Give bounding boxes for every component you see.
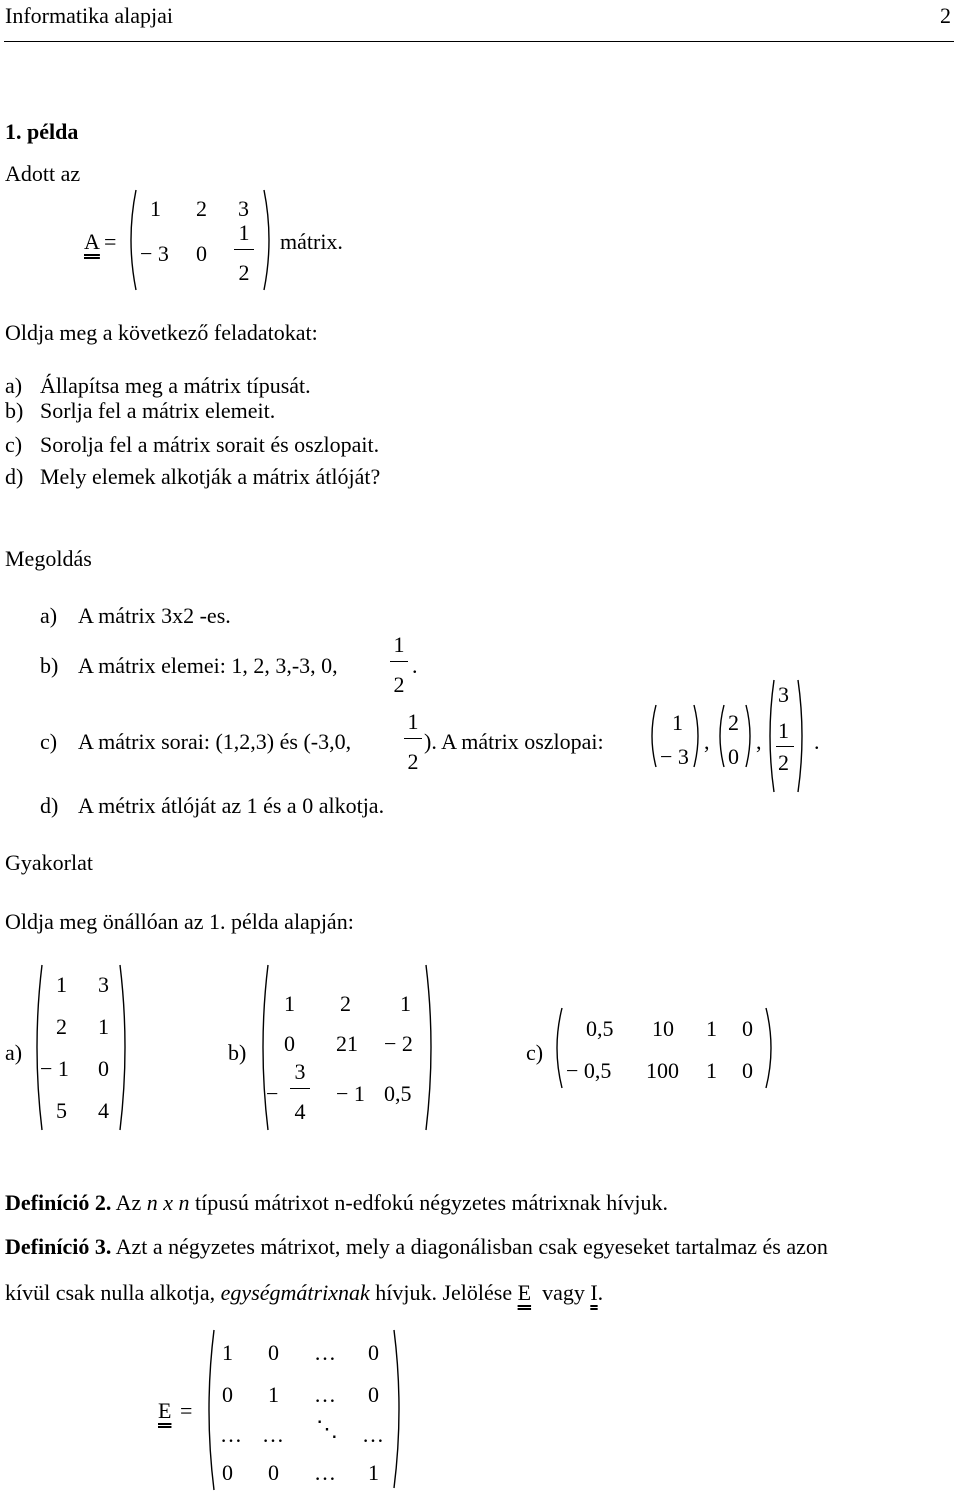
matrix-cell: 2 bbox=[340, 991, 351, 1016]
matrix-cell: − 0,5 bbox=[566, 1058, 612, 1083]
left-paren bbox=[126, 190, 138, 290]
matrix-cell: 1 bbox=[706, 1016, 717, 1041]
solution-a-text: A mátrix 3x2 -es. bbox=[78, 603, 231, 628]
definition-term: egységmátrixnak bbox=[220, 1280, 370, 1305]
matrix-cell: 1 bbox=[284, 991, 295, 1016]
matrix-cell: 1 bbox=[268, 1382, 279, 1407]
task-text: Sorlja fel a mátrix elemeit. bbox=[40, 398, 276, 423]
left-paren bbox=[716, 705, 726, 767]
fraction-num: 1 bbox=[393, 632, 405, 657]
matrix-fraction bbox=[234, 222, 254, 284]
fraction-bar bbox=[290, 1088, 310, 1089]
matrix-cell: 100 bbox=[646, 1058, 679, 1083]
matrix-cell: 0 bbox=[284, 1031, 295, 1056]
solution-a-label: a) bbox=[40, 603, 58, 628]
period: . bbox=[597, 1280, 604, 1305]
fraction-bar bbox=[776, 746, 794, 747]
task-text: Sorolja fel a mátrix sorait és oszlopait. bbox=[40, 432, 380, 457]
task-label: d) bbox=[5, 464, 24, 489]
right-paren bbox=[744, 705, 754, 767]
matrix-cell: 0 bbox=[268, 1340, 279, 1365]
right-paren bbox=[692, 705, 702, 767]
header-title: Informatika alapjai bbox=[5, 3, 173, 28]
vector-cell: − 3 bbox=[660, 744, 689, 769]
fraction-num: 1 bbox=[238, 220, 250, 245]
left-paren bbox=[204, 1330, 216, 1490]
fraction-num: 3 bbox=[294, 1059, 306, 1084]
solution-b-label: b) bbox=[40, 653, 59, 678]
definition-text: Azt a négyzetes mátrixot, mely a diagonálisban csak egyeseket tartalmaz és azon bbox=[115, 1234, 828, 1259]
matrix-name: A bbox=[84, 229, 100, 254]
left-paren bbox=[766, 680, 776, 792]
matrix-cell: 1 bbox=[98, 1014, 109, 1039]
definition-text: vagy bbox=[542, 1280, 585, 1305]
vector-cell: 2 bbox=[728, 710, 739, 735]
matrix-cell: − bbox=[266, 1081, 279, 1106]
matrix-cell: 1 bbox=[222, 1340, 233, 1365]
right-paren bbox=[796, 680, 806, 792]
matrix-cell: 21 bbox=[336, 1031, 358, 1056]
symbol-i: I bbox=[590, 1280, 598, 1305]
matrix-cell: − 3 bbox=[140, 241, 169, 266]
matrix-cell: … bbox=[262, 1422, 284, 1447]
matrix-cell: 1 bbox=[56, 972, 67, 997]
matrix-cell: 0 bbox=[268, 1460, 279, 1485]
matrix-name: E bbox=[158, 1398, 172, 1423]
solution-c-mid: ). A mátrix oszlopai: bbox=[424, 729, 604, 754]
vector-cell: 0 bbox=[728, 744, 739, 769]
item-label: c) bbox=[526, 1040, 544, 1065]
matrix-cell: 10 bbox=[652, 1016, 674, 1041]
task-label: a) bbox=[5, 373, 23, 398]
matrix-cell: … bbox=[314, 1340, 336, 1365]
solution-d-text: A métrix átlóját az 1 és a 0 alkotja. bbox=[78, 793, 385, 818]
matrix-cell: 0,5 bbox=[384, 1081, 412, 1106]
matrix-cell: … bbox=[362, 1422, 384, 1447]
fraction-den: 4 bbox=[294, 1099, 306, 1124]
matrix-cell: 1 bbox=[368, 1460, 379, 1485]
solution-d-label: d) bbox=[40, 793, 59, 818]
comma: , bbox=[756, 729, 762, 754]
item-label: a) bbox=[5, 1040, 23, 1065]
matrix-cell: ⋱ bbox=[316, 1416, 338, 1441]
right-paren bbox=[424, 965, 436, 1130]
equals-sign: = bbox=[180, 1398, 193, 1423]
left-paren bbox=[648, 705, 658, 767]
matrix-word: mátrix. bbox=[280, 229, 343, 254]
right-paren bbox=[262, 190, 274, 290]
definition-label: Definíció 3. bbox=[5, 1234, 112, 1259]
matrix-cell: 0,5 bbox=[586, 1016, 614, 1041]
period: . bbox=[814, 729, 820, 754]
matrix-cell: 3 bbox=[238, 196, 249, 221]
fraction-num: 1 bbox=[407, 709, 419, 734]
matrix-cell: − 2 bbox=[384, 1031, 413, 1056]
matrix-cell: 2 bbox=[56, 1014, 67, 1039]
task-intro: Oldja meg a következő feladatokat: bbox=[5, 320, 318, 345]
vector-cell: 3 bbox=[778, 682, 789, 707]
given-text: Adott az bbox=[5, 161, 81, 186]
matrix-cell: 1 bbox=[400, 991, 411, 1016]
matrix-cell: 0 bbox=[742, 1016, 753, 1041]
item-label: b) bbox=[228, 1040, 247, 1065]
symbol-e: E bbox=[517, 1280, 532, 1305]
fraction-bar bbox=[234, 249, 254, 250]
page-number: 2 bbox=[940, 3, 951, 28]
right-paren bbox=[118, 965, 130, 1130]
matrix-cell: − 1 bbox=[336, 1081, 365, 1106]
practice-intro: Oldja meg önállóan az 1. példa alapján: bbox=[5, 909, 354, 934]
solution-c-text: A mátrix sorai: (1,2,3) és (-3,0, bbox=[78, 729, 352, 754]
fraction-den: 2 bbox=[407, 749, 419, 774]
matrix-cell: … bbox=[314, 1382, 336, 1407]
equals-sign: = bbox=[104, 229, 117, 254]
matrix-cell: 1 bbox=[706, 1058, 717, 1083]
definition-text: típusú mátrixot n-edfokú négyzetes mátrixnak hívjuk. bbox=[195, 1190, 668, 1215]
task-label: b) bbox=[5, 398, 24, 423]
task-label: c) bbox=[5, 432, 23, 457]
matrix-cell: 0 bbox=[98, 1056, 109, 1081]
definition-text: hívjuk. Jelölése bbox=[375, 1280, 513, 1305]
matrix-cell: 2 bbox=[196, 196, 207, 221]
fraction-bar bbox=[390, 661, 408, 662]
example-heading: 1. példa bbox=[5, 119, 79, 144]
definition-text: kívül csak nulla alkotja, bbox=[5, 1280, 216, 1305]
task-text: Állapítsa meg a mátrix típusát. bbox=[40, 373, 311, 398]
left-paren bbox=[32, 965, 44, 1130]
right-paren bbox=[392, 1330, 404, 1488]
definition-3-line2 bbox=[5, 1282, 603, 1304]
matrix-cell: 0 bbox=[742, 1058, 753, 1083]
matrix-cell: 3 bbox=[98, 972, 109, 997]
task-text: Mely elemek alkotják a mátrix átlóját? bbox=[40, 464, 381, 489]
matrix-cell: … bbox=[314, 1460, 336, 1485]
matrix-cell: 5 bbox=[56, 1098, 67, 1123]
matrix-cell: 0 bbox=[222, 1382, 233, 1407]
solution-b-fraction bbox=[390, 634, 408, 696]
matrix-cell: − 1 bbox=[40, 1056, 69, 1081]
fraction-den: 2 bbox=[393, 672, 405, 697]
definition-text: Az bbox=[115, 1190, 142, 1215]
matrix-cell: 0 bbox=[368, 1382, 379, 1407]
header-divider bbox=[4, 41, 954, 42]
matrix-cell: … bbox=[220, 1422, 242, 1447]
practice-heading: Gyakorlat bbox=[5, 850, 93, 875]
matrix-cell: 4 bbox=[98, 1098, 109, 1123]
matrix-cell: 1 bbox=[150, 196, 161, 221]
matrix-fraction bbox=[290, 1061, 310, 1123]
vector-cell: 2 bbox=[778, 750, 789, 775]
fraction-bar bbox=[404, 738, 422, 739]
solution-b-text: A mátrix elemei: 1, 2, 3,-3, 0, bbox=[78, 653, 338, 678]
definition-3 bbox=[5, 1236, 828, 1258]
right-paren bbox=[764, 1008, 776, 1088]
vector-cell: 1 bbox=[672, 710, 683, 735]
matrix-cell: 0 bbox=[368, 1340, 379, 1365]
definition-2 bbox=[5, 1192, 668, 1214]
vector-cell: 1 bbox=[778, 718, 789, 743]
solution-c-label: c) bbox=[40, 729, 58, 754]
fraction-den: 2 bbox=[238, 260, 250, 285]
comma: , bbox=[704, 729, 710, 754]
solution-b-tail: . bbox=[412, 653, 418, 678]
solution-heading: Megoldás bbox=[5, 546, 92, 571]
matrix-cell: 0 bbox=[196, 241, 207, 266]
matrix-cell: 0 bbox=[222, 1460, 233, 1485]
solution-c-fraction bbox=[404, 711, 422, 773]
definition-label: Definíció 2. bbox=[5, 1190, 112, 1215]
left-paren bbox=[552, 1008, 564, 1088]
definition-variable: n x n bbox=[146, 1190, 190, 1215]
